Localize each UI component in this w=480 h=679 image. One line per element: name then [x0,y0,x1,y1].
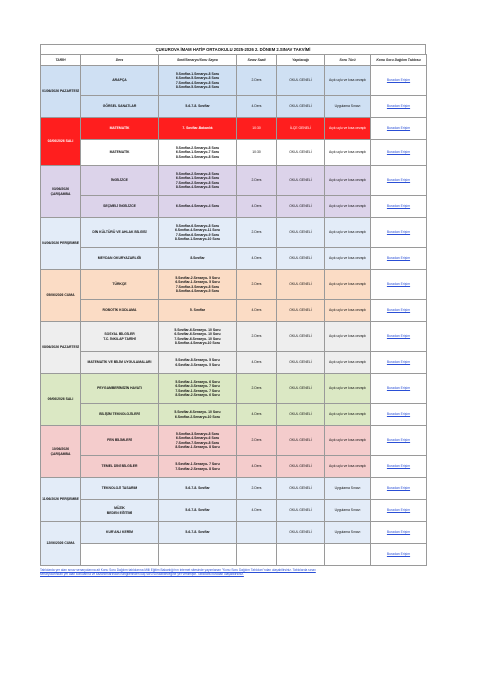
header-cell-class: Sınıf/Senaryo/Soru Sayısı [159,55,237,66]
table-row [41,270,427,300]
location-cell: OKUL GENELİ [277,218,325,248]
distribution-link[interactable]: Buradan Erişim [371,270,427,300]
course-cell: TEKNOLOJİ TASARIM [81,478,159,500]
location-cell: OKUL GENELİ [277,522,325,544]
distribution-link[interactable]: Buradan Erişim [371,248,427,270]
exam-time-cell: 4.Ders [237,352,277,374]
distribution-link[interactable]: Buradan Erişim [371,322,427,352]
question-type-cell: Açık uçlu ve kısa cevaplı [325,118,371,140]
exam-time-cell: 4.Ders [237,456,277,478]
course-cell: MEYDAN OKURYAZARLIĞI [81,248,159,270]
distribution-link[interactable]: Buradan Erişim [371,426,427,456]
distribution-link[interactable]: Buradan Erişim [371,218,427,248]
class-scenario-cell: 5.Sınıflar-1.Senaryo-8 Soru 6.Sınıflar-5.Senaryo-8 Soru 7.Sınıflar-4.Senaryo-8 Soru 8.Sınıflar-5.Senaryo-8 Soru [159,66,237,96]
distribution-link[interactable]: Buradan Erişim [371,352,427,374]
exam-time-cell: 10:30 [237,140,277,166]
question-type-cell: Açık uçlu ve kısa cevaplı [325,300,371,322]
course-cell: İNGİLİZCE [81,166,159,196]
distribution-link[interactable]: Buradan Erişim [371,166,427,196]
class-scenario-cell: 5.Sınıflar-1.Senaryo- 7 Soru 7.Sınıflar-2.Senaryo- 8 Soru [159,456,237,478]
date-cell: 08/06/2026 PAZARTESİ [41,322,81,374]
table-row [41,544,427,566]
course-cell: PEYGAMBERİMİZİN HAYATI [81,374,159,404]
course-cell: MÜZİK BEDEN EĞİTİMİ [81,500,159,522]
question-type-cell: Açık uçlu ve kısa cevaplı [325,374,371,404]
date-cell: 12/06/2026 CUMA [41,522,81,566]
class-scenario-cell: 5-6-7-8. Sınıflar [159,500,237,522]
exam-schedule-table [40,54,427,566]
date-cell: 05/06/2026 CUMA [41,270,81,322]
class-scenario-cell: 5.Sınıflar-8.Senaryo- 5 Soru 6.Sınıflar-3.Senaryo- 5 Soru [159,352,237,374]
location-cell: OKUL GENELİ [277,404,325,426]
table-row [41,140,427,166]
course-cell: SEÇMELİ İNGİLİZCE [81,196,159,218]
distribution-link[interactable]: Buradan Erişim [371,374,427,404]
question-type-cell [325,544,371,566]
distribution-link[interactable]: Buradan Erişim [371,118,427,140]
question-type-cell: Uygulama Sınavı [325,96,371,118]
date-cell: 10/06/2026 ÇARŞAMBA [41,426,81,478]
exam-time-cell: 2.Ders [237,166,277,196]
class-scenario-cell: 5-6-7-8. Sınıflar [159,96,237,118]
exam-time-cell: 2.Ders [237,66,277,96]
date-cell: 11/06/2026 PERŞEMBE [41,478,81,522]
distribution-link[interactable]: Buradan Erişim [371,478,427,500]
question-type-cell: Açık uçlu ve kısa cevaplı [325,426,371,456]
location-cell: OKUL GENELİ [277,500,325,522]
location-cell: OKUL GENELİ [277,270,325,300]
table-row [41,352,427,374]
location-cell: OKUL GENELİ [277,96,325,118]
header-cell-time: Sınav Saati [237,55,277,66]
course-cell: TÜRKÇE [81,270,159,300]
distribution-link[interactable]: Buradan Erişim [371,456,427,478]
exam-time-cell: 4.Ders [237,96,277,118]
header-cell-course: Ders [81,55,159,66]
course-cell: KUR'AN-I KERİM [81,522,159,544]
question-type-cell: Açık uçlu ve kısa cevaplı [325,404,371,426]
course-cell: MATEMATİK [81,140,159,166]
date-cell: 03/06/2026 ÇARŞAMBA [41,166,81,218]
distribution-link[interactable]: Buradan Erişim [371,140,427,166]
header-cell-date: TARİH [41,55,81,66]
location-cell: OKUL GENELİ [277,66,325,96]
class-scenario-cell: 6.Sınıflar-4.Senaryo-4 Soru [159,196,237,218]
question-type-cell: Uygulama Sınavı [325,522,371,544]
table-row [41,196,427,218]
location-cell: OKUL GENELİ [277,352,325,374]
exam-time-cell: 4.Ders [237,300,277,322]
question-type-cell: Açık uçlu ve kısa cevaplı [325,270,371,300]
exam-time-cell: 2.Ders [237,426,277,456]
location-cell: OKUL GENELİ [277,456,325,478]
table-row [41,500,427,522]
footnote-line: Tablolarda yer alan sınav senaryolarına ait Konu Soru Dağılım tablolarına Milli Eğitim Bakanlığı'nın internet sitesinde yayımlanan "Konu Soru Dağılım Tabloları"ndan ulaşabilirsiniz. Tablolarda sınav [40,568,316,572]
exam-time-cell: 2.Ders [237,270,277,300]
distribution-link[interactable]: Buradan Erişim [371,522,427,544]
date-cell: 01/06/2026 PAZARTESİ [41,66,81,118]
exam-time-cell: 2.Ders [237,478,277,500]
schedule-body [41,66,427,566]
question-type-cell: Açık uçlu ve kısa cevaplı [325,456,371,478]
course-cell: TEMEL DİNİ BİLGİLER [81,456,159,478]
table-row [41,404,427,426]
exam-schedule-sheet [40,44,426,577]
course-cell: GÖRSEL SANATLAR [81,96,159,118]
exam-time-cell: 4.Ders [237,404,277,426]
course-cell: ARAPÇA [81,66,159,96]
exam-time-cell [237,544,277,566]
table-row [41,374,427,404]
table-row [41,118,427,140]
location-cell: OKUL GENELİ [277,374,325,404]
exam-time-cell [237,522,277,544]
table-row [41,478,427,500]
table-row [41,218,427,248]
question-type-cell: Uygulama Sınavı [325,500,371,522]
distribution-link[interactable]: Buradan Erişim [371,66,427,96]
class-scenario-cell: 8.Sınıflar [159,248,237,270]
table-row [41,248,427,270]
question-type-cell: Açık uçlu ve kısa cevaplı [325,196,371,218]
class-scenario-cell: 5.Sınıflar-6.Senaryo- 10 Soru 6.Sınıflar-2.Senaryo-10 Soru [159,404,237,426]
distribution-link[interactable]: Buradan Erişim [371,196,427,218]
table-row [41,300,427,322]
course-cell: ROBOTİK KODLAMA [81,300,159,322]
question-type-cell: Açık uçlu ve kısa cevaplı [325,66,371,96]
class-scenario-cell: 5.Sınıflar-6.Senaryo- 10 Soru 6.Sınıflar-6.Senaryo- 10 Soru 7.Sınıflar-6.Senaryo- 10 Soru 8.Sınıflar-4.Senaryo-10 Soru [159,322,237,352]
exam-time-cell: 10:30 [237,118,277,140]
table-row [41,66,427,96]
footnote-line: senaryolarından yer alan konularına ve kazanımlarından hangilerinden kaç soru sorulabileceğine yer verilmiştir. Tablolara buradan ulaşabilirsiniz. [40,572,244,577]
question-type-cell: Uygulama Sınavı [325,478,371,500]
course-cell: MATEMATİK [81,118,159,140]
footnote[interactable] [40,568,426,577]
question-type-cell: Açık uçlu ve kısa cevaplı [325,218,371,248]
location-cell [277,544,325,566]
location-cell: İLÇE GENELİ [277,118,325,140]
header-cell-question-type: Soru Türü [325,55,371,66]
distribution-link[interactable]: Buradan Erişim [371,300,427,322]
question-type-cell: Açık uçlu ve kısa cevaplı [325,352,371,374]
table-row [41,456,427,478]
date-cell: 02/06/2026 SALI [41,118,81,166]
class-scenario-cell: 5-6-7-8. Sınıflar [159,522,237,544]
location-cell: OKUL GENELİ [277,322,325,352]
exam-time-cell: 2.Ders [237,322,277,352]
class-scenario-cell: 5.Sınıflar-2.Senaryo-8 Soru 6.Sınıflar-1.Senaryo-8 Soru 7.Sınıflar-2.Senaryo-8 Soru 8.Sınıflar-4.Senaryo-8 Soru [159,166,237,196]
page-title: ÇUKUROVA İMAM HATİP ORTAOKULU 2025-2026 2. DÖNEM 2.SINAV TAKVİMİ [40,44,426,54]
course-cell: BİLİŞİM TEKNOLOJİLERİ [81,404,159,426]
header-cell-location: Yapılacağı [277,55,325,66]
location-cell: OKUL GENELİ [277,140,325,166]
location-cell: OKUL GENELİ [277,166,325,196]
exam-time-cell: 4.Ders [237,248,277,270]
class-scenario-cell [159,544,237,566]
table-row [41,426,427,456]
header-cell-distribution: Konu Soru Dağılım Tablosu [371,55,427,66]
location-cell: OKUL GENELİ [277,196,325,218]
header-row [41,55,427,66]
exam-time-cell: 2.Ders [237,374,277,404]
distribution-link[interactable]: Buradan Erişim [371,500,427,522]
class-scenario-cell: 5.Sınıflar-2.Senaryo- 5 Soru 6.Sınıflar-1.Senaryo- 5 Soru 7.Sınıflar-3.Senaryo-8 Soru 8.Sınıflar-4.Senaryo-5 Soru [159,270,237,300]
table-row [41,96,427,118]
question-type-cell: Açık uçlu ve kısa cevaplı [325,140,371,166]
table-row [41,522,427,544]
course-cell: DİN KÜLTÜRÜ VE AHLAK BİLGİSİ [81,218,159,248]
question-type-cell: Açık uçlu ve kısa cevaplı [325,248,371,270]
class-scenario-cell: 5.Sınıflar-3.Senaryo-8 Soru 6.Sınıflar-4.Senaryo-6 Soru 7.Sınıflar-7.Senaryo-8 Soru 8.Sınıflar-1.Senaryo- 8 Soru [159,426,237,456]
course-cell [81,544,159,566]
class-scenario-cell: 5. Sınıflar [159,300,237,322]
location-cell: OKUL GENELİ [277,248,325,270]
class-scenario-cell: 5.Sınıflar-6.Senaryo-8 Soru 6.Sınıflar-4.Senaryo-11 Soru 7.Sınıflar-6.Senaryo-9 Soru 8.Sınıflar-1.Senaryo-10 Soru [159,218,237,248]
course-cell: MATEMATİK VE BİLİM UYGULAMALARI [81,352,159,374]
exam-time-cell: 2.Ders [237,218,277,248]
table-row [41,166,427,196]
distribution-link[interactable]: Buradan Erişim [371,544,427,566]
distribution-link[interactable]: Buradan Erişim [371,96,427,118]
class-scenario-cell: 5.Sınıflar-1.Senaryo- 6 Soru 6.Sınıflar-3.Senaryo- 7 Soru 7.Sınıflar-1.Senaryo- 7 Soru 8.Sınıflar-2.Senaryo- 6 Soru [159,374,237,404]
location-cell: OKUL GENELİ [277,426,325,456]
exam-time-cell: 4.Ders [237,500,277,522]
location-cell: OKUL GENELİ [277,300,325,322]
question-type-cell: Açık uçlu ve kısa cevaplı [325,166,371,196]
distribution-link[interactable]: Buradan Erişim [371,404,427,426]
question-type-cell: Açık uçlu ve kısa cevaplı [325,322,371,352]
exam-time-cell: 4.Ders [237,196,277,218]
course-cell: FEN BİLİMLERİ [81,426,159,456]
course-cell: SOSYAL BİLGİLER T.C. İNKILAP TARİHİ [81,322,159,352]
class-scenario-cell: 5-6-7-8. Sınıflar [159,478,237,500]
table-row [41,322,427,352]
date-cell: 04/06/2026 PERŞEMBE [41,218,81,270]
class-scenario-cell: 7. Sınıflar-Bakanlık [159,118,237,140]
location-cell: OKUL GENELİ [277,478,325,500]
date-cell: 09/06/2026 SALI [41,374,81,426]
class-scenario-cell: 5.Sınıflar-2.Senaryo-8 Soru 6.Sınıflar-1.Senaryo-7 Soru 8.Sınıflar-1.Senaryo-8 Soru [159,140,237,166]
